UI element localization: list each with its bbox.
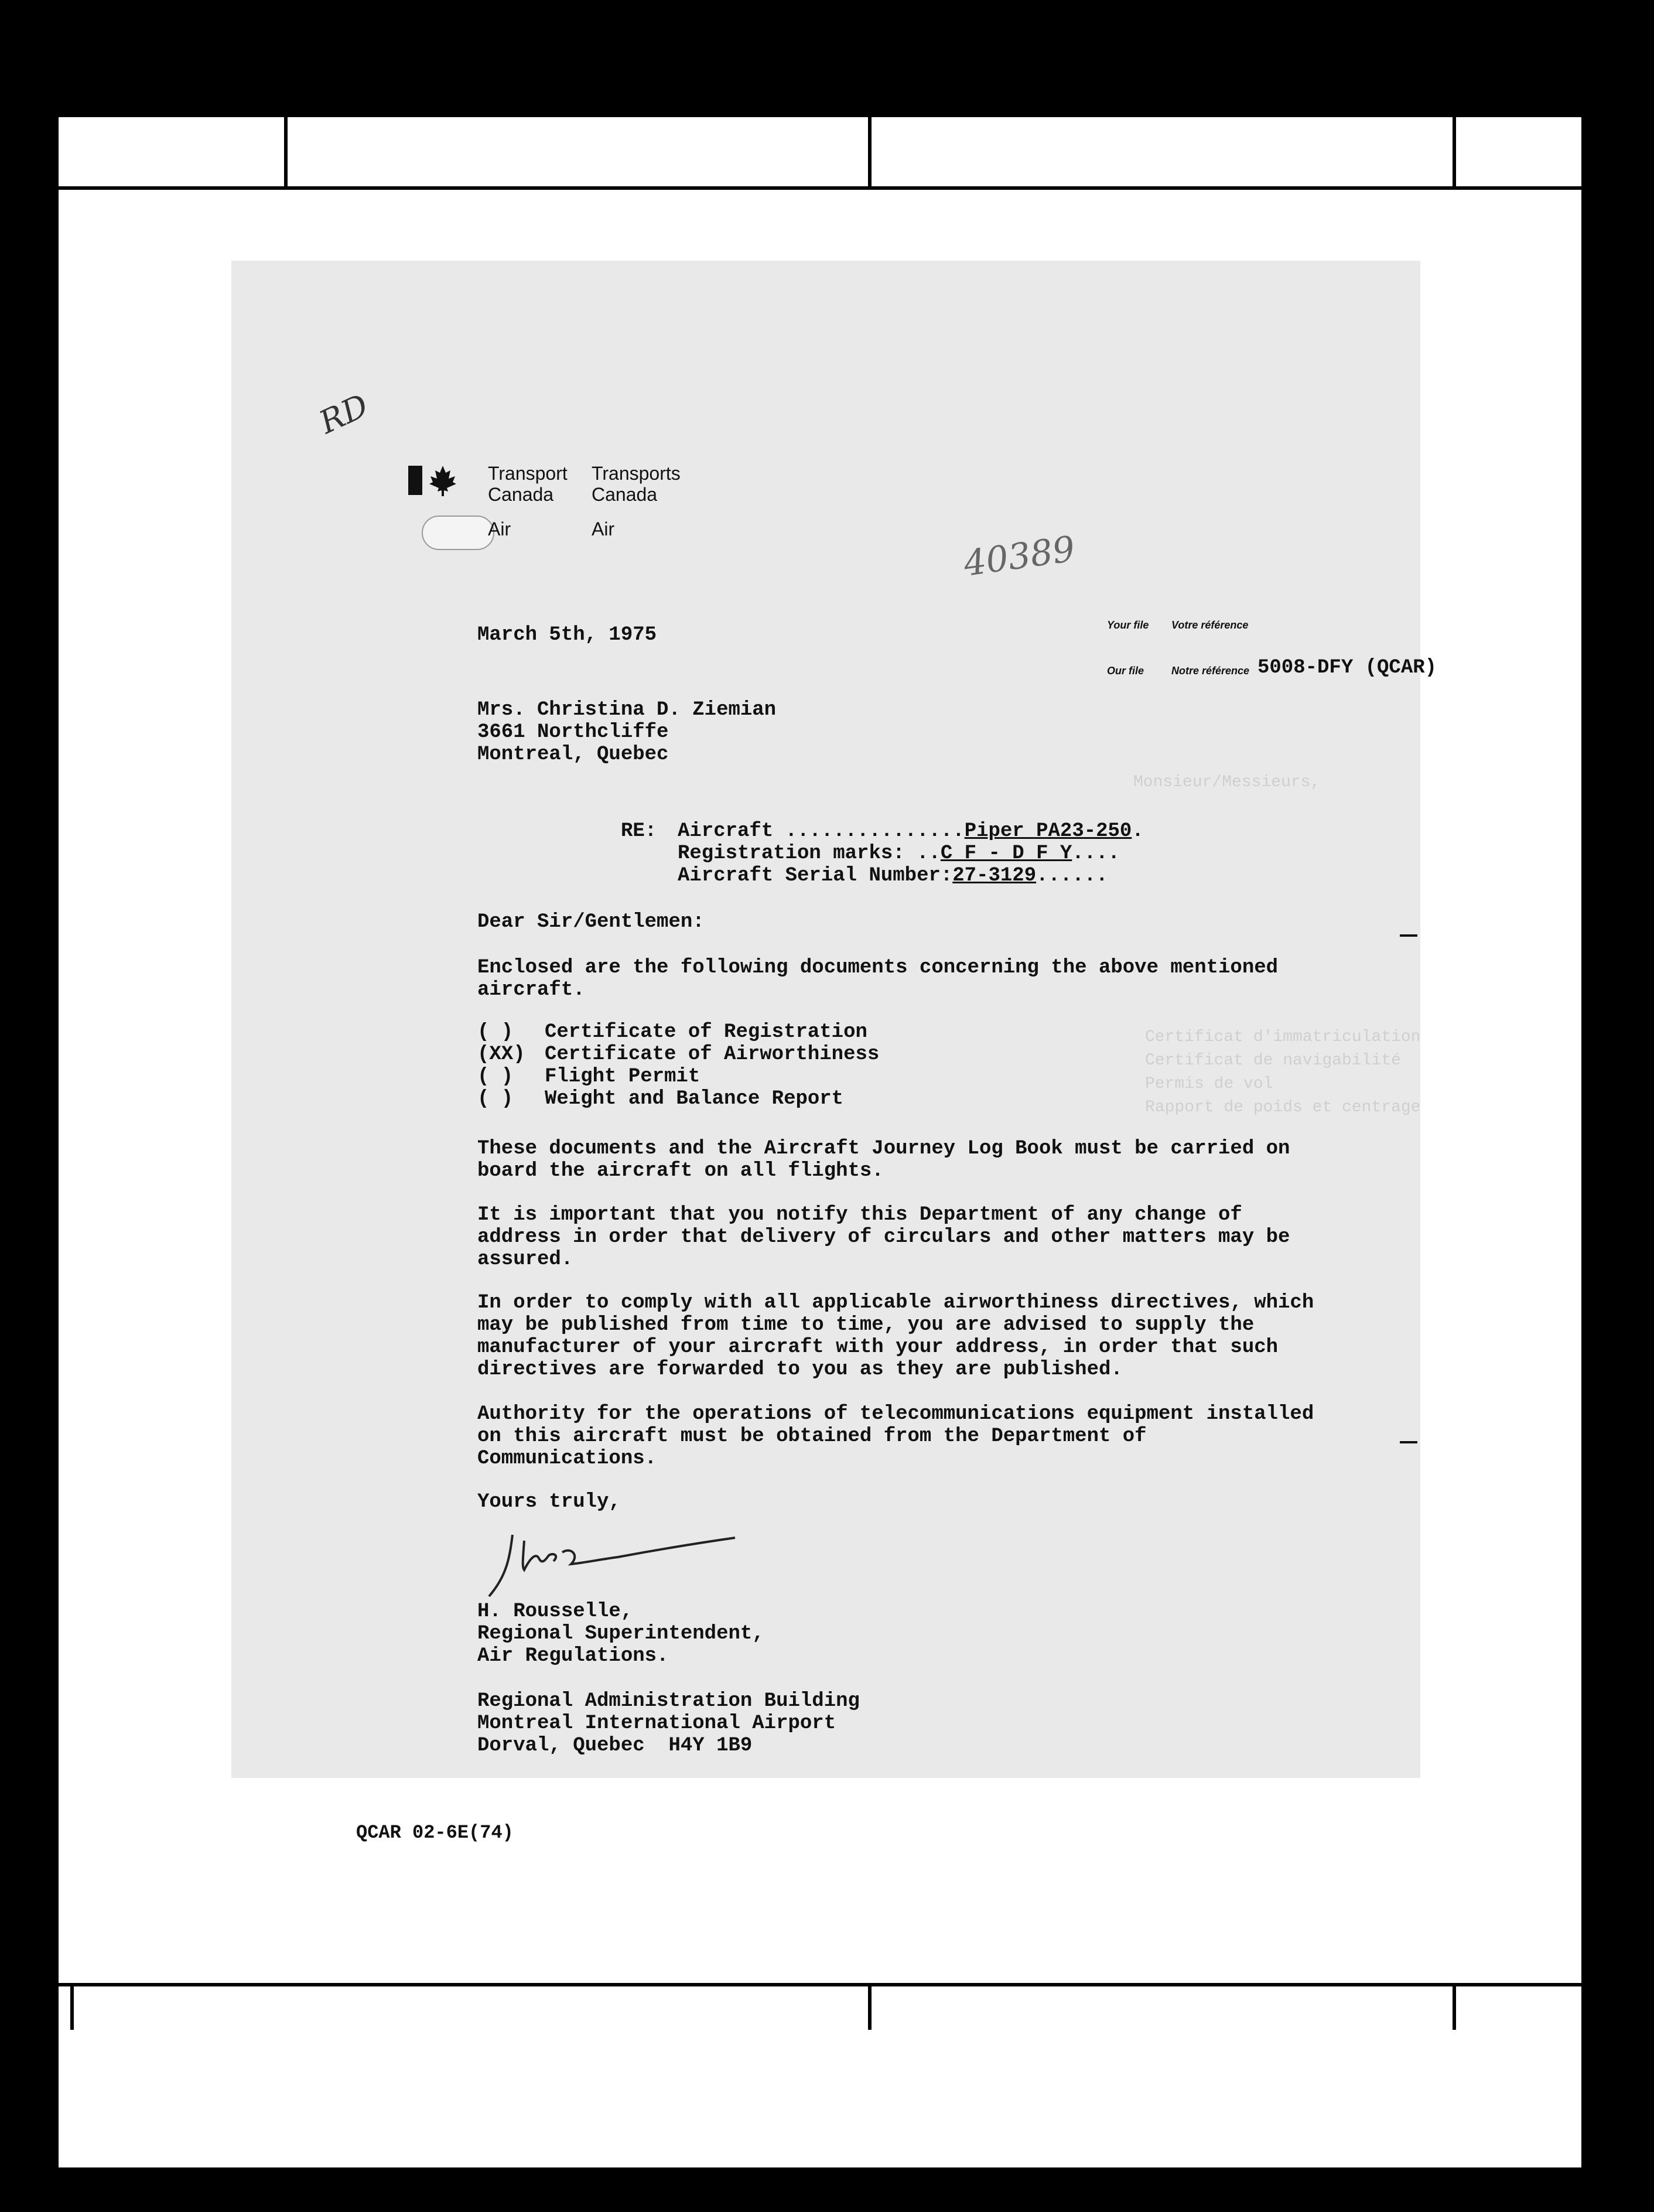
signer-title: Regional Superintendent, — [477, 1623, 764, 1645]
letterhead-branch-fr: Air — [592, 518, 615, 540]
re-label: RE: — [621, 820, 657, 842]
re-line-trail: . — [1132, 820, 1144, 842]
document-item — [477, 1088, 843, 1110]
re-line — [678, 820, 1144, 842]
re-line-label: Aircraft ............... — [678, 820, 965, 842]
bleed-through-text: Certificat de navigabilité — [1145, 1052, 1401, 1070]
document-label: Certificate of Registration — [545, 1021, 867, 1043]
document-checkbox: ( ) — [477, 1066, 514, 1088]
re-line-trail: ...... — [1036, 865, 1108, 887]
re-line — [678, 842, 1120, 865]
letterhead-branch-en: Air — [488, 518, 511, 540]
re-line-label: Aircraft Serial Number: — [678, 865, 953, 887]
correction-tape-mark — [422, 516, 494, 550]
recipient-street: 3661 Northcliffe — [477, 721, 669, 743]
re-line — [678, 865, 1108, 887]
frame-tick — [284, 117, 288, 190]
file-number-stamp: 40389 — [961, 528, 1078, 585]
document-label: Flight Permit — [545, 1066, 700, 1088]
body-paragraph: These documents and the Aircraft Journey Log Book must be carried on board the aircraft on all flights. — [477, 1138, 1290, 1182]
document-label: Certificate of Airworthiness — [545, 1043, 880, 1066]
document-item — [477, 1066, 700, 1088]
frame-tick — [70, 1983, 74, 2030]
bleed-through-text: Certificat d'immatriculation — [1145, 1028, 1421, 1046]
intro-paragraph: Enclosed are the following documents concerning the above mentioned aircraft. — [477, 957, 1279, 1001]
body-paragraph: In order to comply with all applicable airworthiness directives, which may be published from time to time, you are advised to supply the manufacturer of your aircraft with your address, in order that such directives are forwarded to you as they are published. — [477, 1292, 1314, 1381]
handwritten-initials: RD — [313, 387, 374, 441]
margin-dash — [1400, 934, 1417, 937]
your-file-label-fr: Votre référence — [1171, 619, 1249, 631]
document-checkbox: ( ) — [477, 1021, 514, 1043]
document-checkbox: (XX) — [477, 1043, 525, 1066]
recipient-city: Montreal, Quebec — [477, 743, 669, 766]
our-file-label-fr: Notre référence — [1171, 665, 1250, 677]
signer-name: H. Rousselle, — [477, 1600, 633, 1623]
body-paragraph: Authority for the operations of telecommunications equipment installed on this aircraft must be obtained from the Department of Communications. — [477, 1403, 1314, 1470]
bleed-through-text: Permis de vol — [1145, 1075, 1273, 1093]
maple-leaf-icon — [428, 465, 457, 496]
letter-date: March 5th, 1975 — [477, 624, 657, 646]
document-item — [477, 1043, 879, 1066]
re-line-value: Piper PA23-250 — [964, 820, 1132, 842]
frame-bottom-rule — [59, 1983, 1581, 1986]
signature-text — [641, 1573, 694, 1587]
re-line-trail: .... — [1072, 842, 1120, 865]
our-file-label: Our file — [1107, 665, 1144, 677]
recipient-name: Mrs. Christina D. Ziemian — [477, 699, 777, 721]
closing: Yours truly, — [477, 1491, 621, 1513]
signer-division: Air Regulations. — [477, 1645, 669, 1667]
bleed-through-text: Monsieur/Messieurs, — [1133, 773, 1321, 791]
letterhead-dept-fr: Transports Canada — [592, 463, 681, 505]
document-item — [477, 1021, 867, 1043]
document-label: Weight and Balance Report — [545, 1088, 844, 1110]
re-line-value: C F - D F Y — [940, 842, 1072, 865]
bleed-through-text: Rapport de poids et centrage — [1145, 1098, 1421, 1117]
flag-bar-icon — [408, 466, 422, 495]
address-line: Regional Administration Building — [477, 1690, 860, 1712]
re-line-label: Registration marks: .. — [678, 842, 941, 865]
margin-dash — [1400, 1441, 1417, 1443]
document-checkbox: ( ) — [477, 1088, 514, 1110]
address-line: Montreal International Airport — [477, 1712, 836, 1735]
frame-tick — [1453, 1983, 1456, 2030]
our-file-value: 5008-DFY (QCAR) — [1257, 657, 1437, 679]
frame-tick — [1453, 117, 1456, 190]
form-number: QCAR 02-6E(74) — [356, 1822, 514, 1844]
letter-page — [231, 261, 1437, 1844]
body-paragraph: It is important that you notify this Department of any change of address in order that delivery of circulars and other matters may be assured. — [477, 1204, 1290, 1271]
your-file-label: Your file — [1107, 619, 1149, 631]
salutation: Dear Sir/Gentlemen: — [477, 911, 705, 933]
letterhead-dept-en: Transport Canada — [488, 463, 568, 505]
address-line: Dorval, Quebec H4Y 1B9 — [477, 1735, 753, 1757]
frame-tick — [868, 1983, 872, 2030]
signature-drawing — [483, 1523, 741, 1599]
re-line-value: 27-3129 — [952, 865, 1037, 887]
frame-tick — [868, 117, 872, 190]
